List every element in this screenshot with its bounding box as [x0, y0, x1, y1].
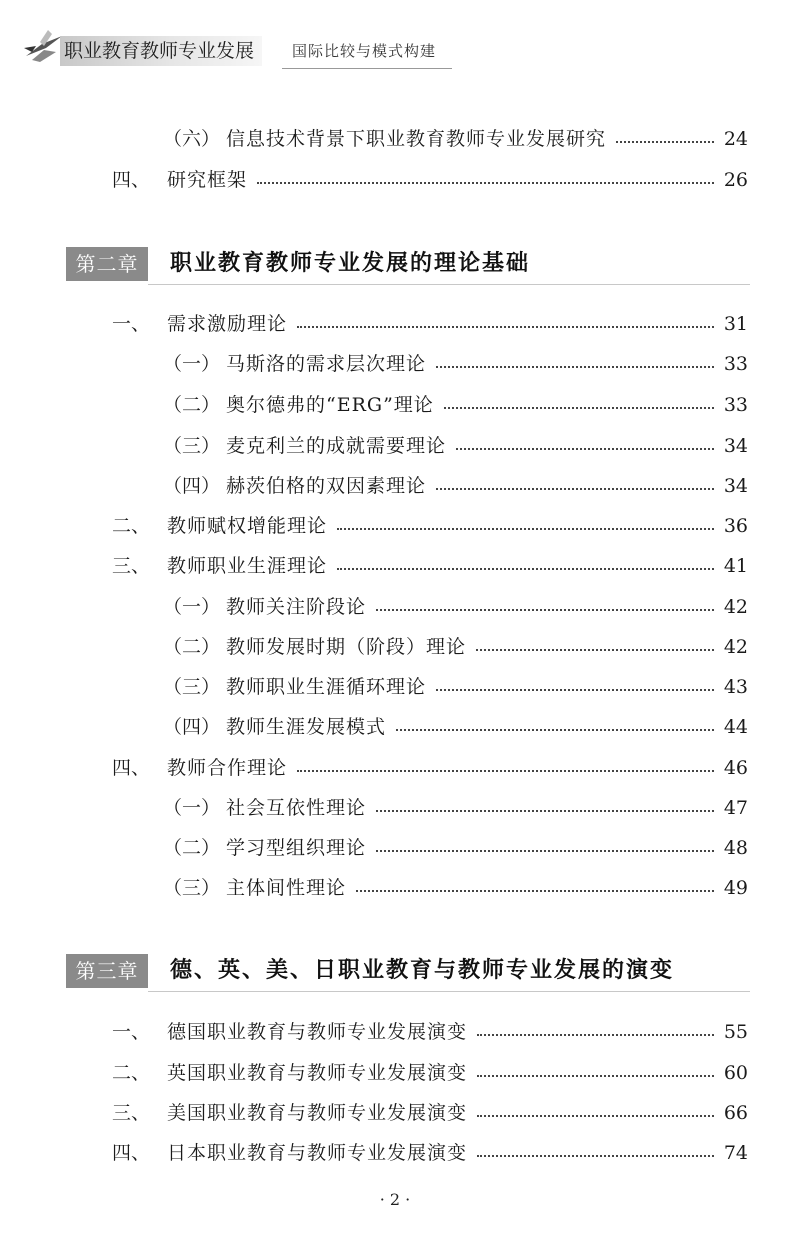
running-header	[0, 0, 790, 80]
dot-leader	[477, 1155, 714, 1157]
toc-entry-page: 42	[723, 636, 748, 658]
toc-entry-title: 教师发展时期（阶段）理论	[226, 636, 467, 658]
toc-entry-marker: （一）	[163, 353, 221, 375]
toc-entry[interactable]	[163, 632, 748, 662]
toc-entry-title: 奥尔德弗的“ERG”理论	[226, 394, 434, 416]
toc-entry[interactable]	[112, 1138, 748, 1168]
toc-entry[interactable]	[163, 390, 748, 420]
toc-entry[interactable]	[163, 833, 748, 863]
chapter-label: 第三章	[66, 954, 148, 988]
toc-entry-page: 34	[723, 435, 748, 457]
toc-entry[interactable]	[163, 592, 748, 622]
toc-entry-page: 26	[723, 169, 748, 191]
toc-entry-page: 48	[723, 837, 748, 859]
toc-entry[interactable]	[112, 1098, 748, 1128]
chapter-title: 职业教育教师专业发展的理论基础	[170, 251, 531, 276]
toc-entry-page: 36	[723, 515, 748, 537]
toc-entry-title: 教师关注阶段论	[226, 596, 367, 618]
toc-entry-marker: （三）	[163, 435, 221, 457]
toc-entry-marker: （一）	[163, 596, 221, 618]
toc-entry[interactable]	[163, 471, 748, 501]
dot-leader	[376, 810, 714, 812]
toc-entry-title: 教师合作理论	[167, 757, 288, 779]
toc-entry-title: 信息技术背景下职业教育教师专业发展研究	[226, 128, 607, 150]
toc-entry-marker: （三）	[163, 676, 221, 698]
toc-entry-marker: （二）	[163, 837, 221, 859]
toc-entry-title: 教师生涯发展模式	[226, 716, 387, 738]
dot-leader	[477, 1034, 714, 1036]
toc-entry-page: 74	[723, 1142, 748, 1164]
dot-leader	[337, 568, 714, 570]
toc-entry-page: 24	[723, 128, 748, 150]
toc-entry-marker: 二、	[112, 515, 151, 537]
chapter-rule	[148, 991, 750, 992]
toc-entry-marker: 四、	[112, 169, 151, 191]
dot-leader	[456, 448, 714, 450]
dot-leader	[376, 609, 714, 611]
toc-entry-marker: 二、	[112, 1062, 151, 1084]
toc-entry-marker: （三）	[163, 877, 221, 899]
toc-entry-title: 赫茨伯格的双因素理论	[226, 475, 427, 497]
toc-entry-page: 60	[723, 1062, 748, 1084]
toc-entry-page: 55	[723, 1021, 748, 1043]
toc-entry-marker: 三、	[112, 1102, 151, 1124]
book-title: 职业教育教师专业发展	[60, 36, 262, 66]
page-number: · 2 ·	[379, 1190, 411, 1209]
book-subtitle: 国际比较与模式构建	[292, 42, 437, 60]
chapter-label: 第二章	[66, 247, 148, 281]
chapter-heading[interactable]	[66, 243, 750, 287]
toc-entry[interactable]	[112, 511, 748, 541]
toc-entry-title: 英国职业教育与教师专业发展演变	[167, 1062, 468, 1084]
dot-leader	[436, 488, 714, 490]
dot-leader	[444, 407, 714, 409]
toc-entry[interactable]	[112, 1017, 748, 1047]
toc-entry-page: 33	[723, 353, 748, 375]
toc-entry-title: 教师职业生涯理论	[167, 555, 328, 577]
chapter-heading[interactable]	[66, 950, 750, 994]
toc-entry-marker: （二）	[163, 636, 221, 658]
toc-entry[interactable]	[163, 793, 748, 823]
toc-entry[interactable]	[112, 309, 748, 339]
toc-entry-title: 社会互依性理论	[226, 797, 367, 819]
chapter-rule	[148, 284, 750, 285]
toc-entry-title: 麦克利兰的成就需要理论	[226, 435, 447, 457]
dot-leader	[477, 1075, 714, 1077]
toc-entry[interactable]	[163, 672, 748, 702]
toc-entry-marker: （六）	[163, 128, 221, 150]
toc-entry-marker: （二）	[163, 394, 221, 416]
dot-leader	[616, 141, 714, 143]
toc-entry-title: 美国职业教育与教师专业发展演变	[167, 1102, 468, 1124]
toc-entry-page: 33	[723, 394, 748, 416]
toc-entry[interactable]	[112, 753, 748, 783]
dot-leader	[436, 689, 714, 691]
toc-entry-marker: 一、	[112, 1021, 151, 1043]
toc-entry-title: 日本职业教育与教师专业发展演变	[167, 1142, 468, 1164]
dot-leader	[476, 649, 714, 651]
toc-entry-title: 主体间性理论	[226, 877, 347, 899]
toc-entry[interactable]	[163, 431, 748, 461]
toc-entry[interactable]	[163, 349, 748, 379]
toc-entry-title: 需求激励理论	[167, 313, 288, 335]
toc-entry[interactable]	[163, 712, 748, 742]
dot-leader	[337, 528, 714, 530]
toc-entry-title: 马斯洛的需求层次理论	[226, 353, 427, 375]
header-rule	[282, 68, 452, 69]
toc-entry-page: 43	[723, 676, 748, 698]
toc-entry-marker: （四）	[163, 716, 221, 738]
toc-entry[interactable]	[163, 124, 748, 154]
toc-entry-page: 31	[723, 313, 748, 335]
dot-leader	[297, 326, 714, 328]
chapter-title: 德、英、美、日职业教育与教师专业发展的演变	[170, 958, 675, 983]
toc-entry[interactable]	[112, 551, 748, 581]
toc-entry-marker: 三、	[112, 555, 151, 577]
dot-leader	[297, 770, 714, 772]
toc-entry-marker: 四、	[112, 1142, 151, 1164]
toc-entry-marker: （四）	[163, 475, 221, 497]
dot-leader	[477, 1115, 714, 1117]
toc-entry-page: 41	[723, 555, 748, 577]
dot-leader	[396, 729, 714, 731]
toc-entry-page: 46	[723, 757, 748, 779]
toc-entry[interactable]	[112, 1058, 748, 1088]
toc-entry-page: 42	[723, 596, 748, 618]
toc-entry-marker: 四、	[112, 757, 151, 779]
toc-entry-marker: 一、	[112, 313, 151, 335]
toc-entry-page: 44	[723, 716, 748, 738]
toc-entry-page: 47	[723, 797, 748, 819]
dot-leader	[376, 850, 714, 852]
toc-entry[interactable]	[112, 165, 748, 195]
toc-entry-title: 研究框架	[167, 169, 248, 191]
toc-entry-title: 德国职业教育与教师专业发展演变	[167, 1021, 468, 1043]
toc-entry-page: 49	[723, 877, 748, 899]
toc-entry-title: 学习型组织理论	[226, 837, 367, 859]
toc-entry-page: 66	[723, 1102, 748, 1124]
toc-entry-title: 教师职业生涯循环理论	[226, 676, 427, 698]
dot-leader	[257, 182, 714, 184]
toc-entry-title: 教师赋权增能理论	[167, 515, 328, 537]
dot-leader	[436, 366, 714, 368]
dot-leader	[356, 890, 714, 892]
toc-entry-page: 34	[723, 475, 748, 497]
toc-entry[interactable]	[163, 873, 748, 903]
toc-entry-marker: （一）	[163, 797, 221, 819]
